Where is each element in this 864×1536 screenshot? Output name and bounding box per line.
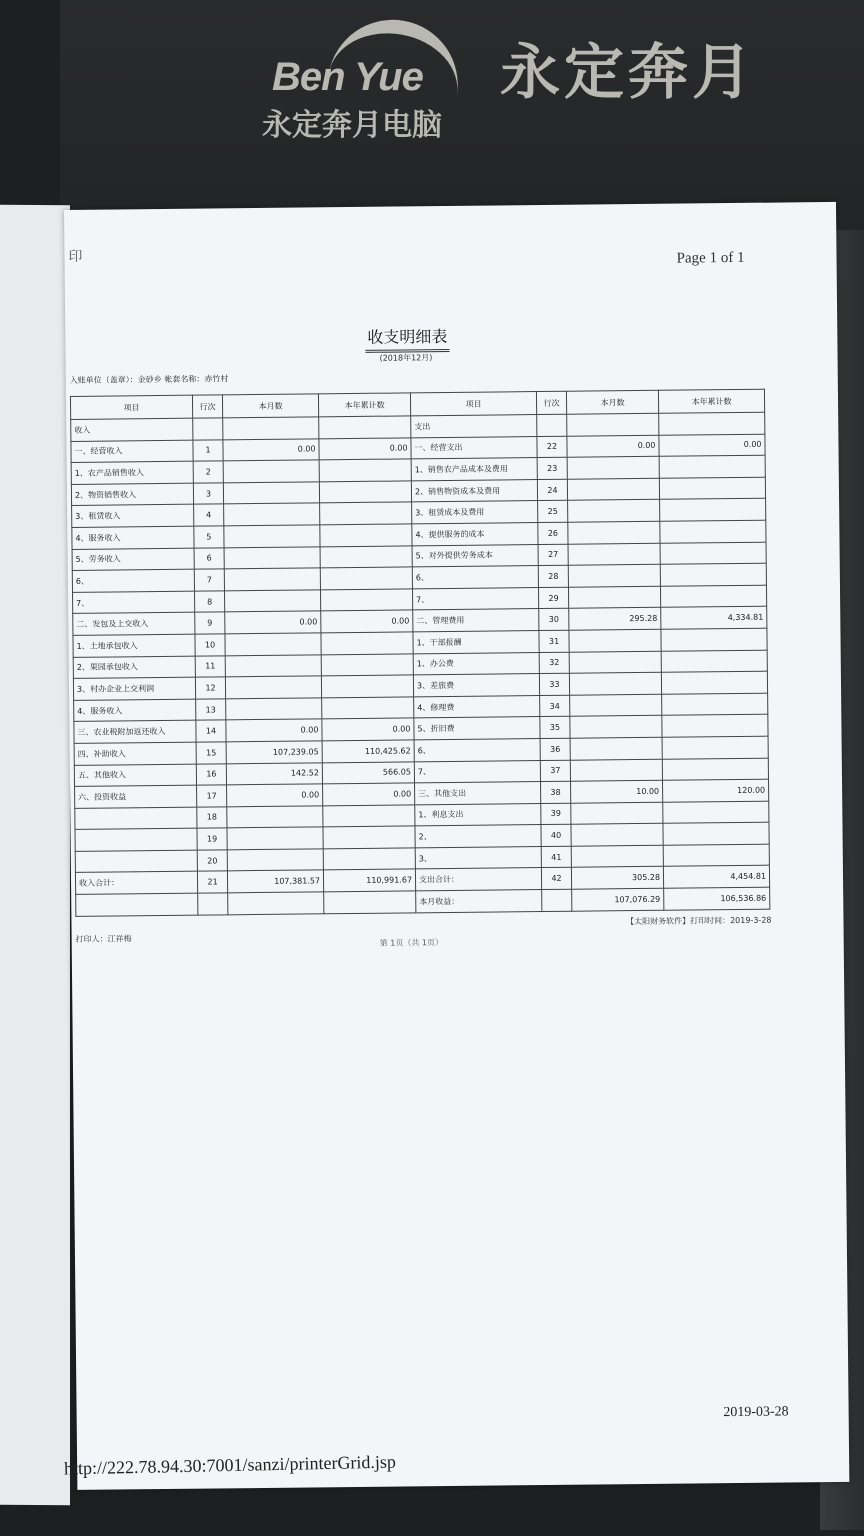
table-cell-r-line: [542, 889, 572, 911]
table-cell-l-item: 5、劳务收入: [72, 548, 194, 571]
header-line-left: 行次: [192, 395, 222, 418]
table-cell-l-line: 11: [195, 655, 225, 677]
table-cell-r-year: 106,536.86: [664, 887, 770, 910]
table-cell-l-year: [322, 697, 414, 720]
table-cell-r-line: 27: [538, 544, 568, 566]
table-cell-l-item: 2、果园承包收入: [73, 656, 195, 679]
table-cell-r-month: [567, 413, 659, 436]
table-cell-l-year: [321, 653, 413, 676]
table-cell-l-month: [223, 482, 319, 505]
table-cell-r-line: 26: [538, 522, 568, 544]
table-cell-r-month: [569, 629, 661, 652]
brand-text: 永定奔月: [500, 38, 756, 108]
table-cell-l-item: 2、物资销售收入: [71, 483, 193, 506]
table-cell-r-line: 34: [540, 695, 570, 717]
header-item-right: 项目: [410, 392, 536, 416]
table-cell-l-item: [76, 893, 198, 916]
table-cell-r-item: 5、对外提供劳务成本: [412, 544, 538, 567]
table-cell-r-year: [660, 563, 766, 586]
table-cell-r-line: 22: [537, 436, 567, 458]
table-cell-l-month: 107,381.57: [227, 870, 323, 893]
table-cell-l-item: 4、服务收入: [74, 699, 196, 722]
table-cell-r-month: [571, 845, 663, 868]
table-cell-r-year: [663, 822, 769, 845]
table-cell-r-item: 1、销售农产品成本及费用: [411, 458, 537, 481]
table-cell-l-year: [320, 567, 412, 590]
table-cell-r-year: [663, 801, 769, 824]
table-cell-l-month: [228, 892, 324, 915]
table-cell-r-item: 7、: [414, 760, 540, 783]
table-cell-l-line: 19: [197, 828, 227, 850]
table-cell-r-line: 25: [538, 501, 568, 523]
table-cell-r-year: [662, 714, 768, 737]
table-cell-r-year: [660, 520, 766, 543]
table-cell-r-line: 28: [538, 565, 568, 587]
print-url: http://222.78.94.30:7001/sanzi/printerGrid.jsp: [63, 1451, 397, 1479]
underlying-paper: [0, 205, 70, 1506]
table-cell-l-month: 0.00: [226, 719, 322, 742]
table-cell-r-month: [570, 694, 662, 717]
table-cell-r-year: [660, 585, 766, 608]
table-cell-r-month: [568, 543, 660, 566]
table-cell-l-year: [320, 589, 412, 612]
table-cell-l-month: 107,239.05: [226, 741, 322, 764]
table-cell-l-item: 六、投资收益: [75, 785, 197, 808]
table-cell-r-line: 33: [539, 673, 569, 695]
header-line-right: 行次: [536, 391, 566, 414]
table-cell-l-month: [227, 806, 323, 829]
table-cell-r-year: [662, 736, 768, 759]
table-cell-l-month: [224, 590, 320, 613]
table-cell-r-month: [569, 651, 661, 674]
table-cell-l-item: [75, 828, 197, 851]
table-cell-l-year: 110,991.67: [323, 869, 415, 892]
table-cell-l-year: 566.05: [322, 761, 414, 784]
table-cell-l-year: 0.00: [319, 437, 411, 460]
table-cell-l-line: 12: [195, 677, 225, 699]
table-cell-r-month: [568, 564, 660, 587]
table-cell-r-month: [570, 737, 662, 760]
table-cell-l-year: [323, 826, 415, 849]
unit-line: 入账单位（盖章）：金砂乡 帐套名称：赤竹村: [69, 374, 229, 385]
table-cell-l-year: [319, 459, 411, 482]
page-count: 第 1页（共 1页）: [379, 938, 444, 948]
table-cell-l-month: [227, 827, 323, 850]
table-cell-r-item: 二、管理费用: [413, 609, 539, 632]
table-cell-r-item: 3、差旅费: [413, 674, 539, 697]
table-cell-l-line: 13: [196, 699, 226, 721]
table-cell-l-month: [226, 698, 322, 721]
table-cell-l-month: [224, 503, 320, 526]
table-cell-r-item: 5、折旧费: [414, 717, 540, 740]
table-cell-r-item: 1、利息支出: [415, 803, 541, 826]
table-cell-l-month: [225, 654, 321, 677]
table-cell-l-item: 6、: [72, 569, 194, 592]
table-cell-l-item: 4、服务收入: [72, 526, 194, 549]
table-cell-l-month: [223, 460, 319, 483]
report-title: 收支明细表: [365, 324, 449, 353]
table-cell-l-line: 18: [197, 807, 227, 829]
table-cell-r-year: [659, 455, 765, 478]
table-cell-l-line: 9: [195, 612, 225, 634]
table-cell-r-item: 2、: [415, 825, 541, 848]
table-cell-r-year: [662, 693, 768, 716]
table-cell-l-year: [323, 848, 415, 871]
table-cell-r-month: 295.28: [569, 608, 661, 631]
table-cell-r-line: 42: [541, 868, 571, 890]
table-cell-r-year: 4,334.81: [661, 607, 767, 630]
table-cell-l-year: [321, 632, 413, 655]
table-cell-l-year: [320, 502, 412, 525]
table-cell-r-item: 本月收益：: [416, 890, 542, 913]
table-cell-l-year: [320, 524, 412, 547]
table-cell-l-month: [227, 849, 323, 872]
table-cell-l-line: 17: [197, 785, 227, 807]
table-cell-l-line: 21: [197, 871, 227, 893]
table-cell-l-month: 0.00: [227, 784, 323, 807]
table-cell-l-year: 0.00: [323, 783, 415, 806]
table-cell-r-line: 24: [537, 479, 567, 501]
table-cell-l-line: 7: [194, 569, 224, 591]
table-cell-l-item: [75, 807, 197, 830]
table-cell-l-line: 16: [196, 763, 226, 785]
table-cell-l-item: 三、农业税附加返还收入: [74, 720, 196, 743]
table-cell-l-year: 110,425.62: [322, 740, 414, 763]
table-cell-r-line: [537, 414, 567, 436]
table-cell-l-month: [224, 546, 320, 569]
table-cell-r-line: 31: [539, 630, 569, 652]
table-cell-r-line: 35: [540, 717, 570, 739]
table-cell-l-item: 3、村办企业上交利润: [73, 677, 195, 700]
table-cell-l-item: 3、租赁收入: [72, 505, 194, 528]
table-cell-l-item: 1、农产品销售收入: [71, 461, 193, 484]
table-cell-l-line: 1: [193, 439, 223, 461]
ledger-table: [70, 389, 770, 917]
table-cell-l-month: 142.52: [226, 762, 322, 785]
table-cell-l-line: [198, 893, 228, 915]
table-cell-l-item: 收入合计：: [75, 872, 197, 895]
table-cell-l-year: [319, 481, 411, 504]
table-cell-r-line: 30: [539, 609, 569, 631]
table-cell-l-year: [324, 891, 416, 914]
table-cell-l-line: 3: [193, 483, 223, 505]
table-cell-l-item: 1、土地承包收入: [73, 634, 195, 657]
table-cell-l-item: 7、: [73, 591, 195, 614]
table-cell-r-item: 3、租赁成本及费用: [412, 501, 538, 524]
table-cell-r-month: [568, 521, 660, 544]
table-cell-l-line: 2: [193, 461, 223, 483]
print-time: 【太阳财务软件】打印时间：2019-3-28: [626, 915, 772, 927]
header-item-left: 项目: [70, 395, 192, 419]
table-cell-l-month: [225, 633, 321, 656]
header-month-left: 本月数: [222, 394, 318, 418]
table-cell-r-line: 39: [541, 803, 571, 825]
table-cell-l-line: 20: [197, 850, 227, 872]
table-cell-r-year: 120.00: [663, 779, 769, 802]
table-cell-r-line: 37: [540, 760, 570, 782]
table-cell-l-month: 0.00: [223, 438, 319, 461]
table-cell-r-item: 3、: [415, 846, 541, 869]
table-cell-r-year: [660, 499, 766, 522]
printed-page: [64, 202, 849, 1490]
table-cell-r-month: 305.28: [571, 867, 663, 890]
table-cell-l-line: 15: [196, 742, 226, 764]
table-cell-l-month: [224, 568, 320, 591]
table-cell-l-month: [225, 676, 321, 699]
table-cell-r-month: [570, 716, 662, 739]
table-cell-l-item: 五、其他收入: [74, 764, 196, 787]
table-cell-l-month: [224, 525, 320, 548]
table-cell-r-line: 36: [540, 738, 570, 760]
table-cell-r-month: [567, 478, 659, 501]
table-cell-r-item: 支出合计：: [415, 868, 541, 891]
table-cell-l-line: 10: [195, 634, 225, 656]
page-number: Page 1 of 1: [676, 249, 745, 267]
table-cell-l-item: 二、发包及上交收入: [73, 612, 195, 635]
table-cell-l-line: 8: [194, 591, 224, 613]
header-month-right: 本月数: [566, 390, 658, 414]
print-mark: 印: [68, 248, 83, 265]
table-cell-r-line: 41: [541, 846, 571, 868]
table-cell-r-item: 6、: [414, 738, 540, 761]
table-cell-r-item: 三、其他支出: [415, 782, 541, 805]
table-cell-r-month: [569, 672, 661, 695]
table-cell-l-item: [75, 850, 197, 873]
table-cell-l-item: 收入: [71, 418, 193, 441]
table-cell-r-year: 0.00: [659, 434, 765, 457]
report-period: (2018年12月): [379, 353, 433, 363]
table-cell-r-month: 10.00: [571, 780, 663, 803]
table-cell-r-item: 一、经营支出: [411, 436, 537, 459]
table-cell-l-month: 0.00: [225, 611, 321, 634]
table-cell-r-year: [659, 412, 765, 435]
table-cell-r-line: 32: [539, 652, 569, 674]
print-date: 2019-03-28: [723, 1404, 789, 1421]
table-cell-l-line: 4: [194, 504, 224, 526]
table-cell-r-year: [661, 650, 767, 673]
table-cell-r-line: 38: [541, 781, 571, 803]
logo-chinese: 永定奔月电脑: [262, 108, 442, 143]
table-cell-r-item: 1、办公费: [413, 652, 539, 675]
table-cell-r-line: 23: [537, 457, 567, 479]
table-cell-r-month: 107,076.29: [572, 888, 664, 911]
table-cell-r-item: 4、修理费: [414, 695, 540, 718]
table-cell-r-month: 0.00: [567, 435, 659, 458]
table-cell-l-year: [321, 675, 413, 698]
table-cell-l-year: 0.00: [321, 610, 413, 633]
table-cell-l-year: [320, 545, 412, 568]
table-cell-r-item: 2、销售物资成本及费用: [411, 479, 537, 502]
table-cell-l-item: 四、补助收入: [74, 742, 196, 765]
printer-name: 打印人：江祥梅: [75, 934, 132, 944]
table-cell-l-year: 0.00: [322, 718, 414, 741]
table-cell-r-year: [661, 671, 767, 694]
table-cell-r-year: [663, 844, 769, 867]
table-cell-l-item: 一、经营收入: [71, 440, 193, 463]
table-cell-l-line: 14: [196, 720, 226, 742]
table-cell-r-line: 40: [541, 825, 571, 847]
table-cell-r-month: [568, 586, 660, 609]
table-cell-l-line: [193, 418, 223, 440]
table-cell-r-item: 7、: [412, 587, 538, 610]
table-cell-l-month: [223, 417, 319, 440]
table-cell-l-year: [323, 805, 415, 828]
table-cell-r-year: [659, 477, 765, 500]
table-cell-r-item: 1、干部报酬: [413, 630, 539, 653]
table-cell-r-year: 4,454.81: [663, 866, 769, 889]
table-cell-r-line: 29: [538, 587, 568, 609]
table-cell-r-month: [567, 456, 659, 479]
table-cell-r-month: [571, 824, 663, 847]
table-cell-r-month: [568, 500, 660, 523]
table-cell-r-year: [660, 542, 766, 565]
table-cell-r-year: [662, 758, 768, 781]
table-cell-r-month: [571, 802, 663, 825]
table-cell-l-year: [319, 416, 411, 439]
table-cell-r-year: [661, 628, 767, 651]
header-year-right: 本年累计数: [658, 389, 764, 413]
logo-english: Ben Yue: [272, 55, 423, 99]
header-year-left: 本年累计数: [318, 393, 410, 417]
table-cell-l-line: 6: [194, 547, 224, 569]
table-cell-r-item: 6、: [412, 566, 538, 589]
table-cell-r-month: [570, 759, 662, 782]
table-cell-r-item: 支出: [411, 415, 537, 438]
table-cell-r-item: 4、提供服务的成本: [412, 523, 538, 546]
table-cell-l-line: 5: [194, 526, 224, 548]
